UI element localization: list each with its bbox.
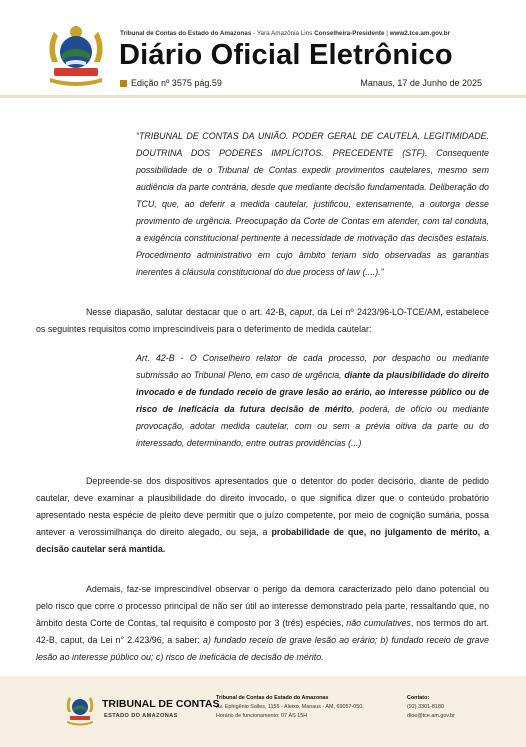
quoted-article-42b [136, 350, 489, 452]
footer-info-title: Tribunal de Contas do Estado do Amazonas [216, 695, 329, 701]
page-footer [0, 676, 526, 747]
paragraph-plausibility [36, 473, 489, 558]
page-title: Diário Oficial Eletrônico [119, 39, 453, 71]
tce-logo-icon [62, 692, 98, 728]
org-name: Tribunal de Contas do Estado do Amazonas [120, 30, 252, 37]
bullet-square-icon [120, 80, 127, 87]
paragraph-text-italic: não cumulatives [346, 618, 411, 628]
footer-address: Av. Ephigênio Salles, 1155 - Aleixo, Manaus - AM, 69057-050. [216, 704, 364, 710]
paragraph-text-bold: probabilidade de que, no julgamento de mérito, a decisão cautelar será mantida. [36, 527, 490, 554]
president-role: Conselheira-Presidente [314, 30, 385, 37]
paragraph-art-42b-intro [36, 304, 489, 338]
president-name: Yara Amazônia Lins [256, 30, 313, 37]
header-divider [0, 95, 526, 98]
website-link[interactable]: www2.tce.am.gov.br [389, 30, 451, 37]
paragraph-periculum [36, 581, 489, 666]
quote-text: , poderá, de ofício ou mediante provocação, adotar medida cautelar, com ou sem a prévia oitiva da parte ou do interessado, determinando, entre outras providências (...) [136, 404, 489, 448]
footer-contact-title: Contato: [407, 695, 430, 701]
quoted-jurisprudence: “TRIBUNAL DE CONTAS DA UNIÃO. PODER GERAL DE CAUTELA. LEGITIMIDADE. DOUTRINA DOS PODERES IMPLÍCITOS. PRECEDENTE (STF). Consequente possibilidade de o Tribunal de Contas expedir provimentos cautelares, mesmo sem audiência da parte contrária, desde que mediante decisão fundamentada. Deliberação do TCU, que, ao deferir a medida cautelar, justificou, extensamente, a outorga desse provimento de urgência. Preocupação da Corte de Contas em atender, com tal conduta, a exigência constitucional pertinente à necessidade de motivação das decisões estatais. Procedimento administrativo em cujo âmbito teriam sido observadas as garantias inerentes à cláusula constitucional do due process of law (....).” [136, 131, 489, 277]
footer-institution-info [216, 694, 364, 721]
footer-brand: TRIBUNAL DE CONTAS [102, 698, 220, 710]
quote-text: Art. 42-B - O Conselheiro relator de cada processo, por despacho ou mediante submissão ao Tribunal Pleno, em caso de urgência, [136, 353, 489, 380]
footer-email[interactable]: dioe@tce.am.gov.br [407, 713, 455, 719]
footer-contact [407, 694, 455, 721]
paragraph-text: Ademais, faz-se imprescindível observar o perigo da demora caracterizado pelo dano potencial ou pelo risco que corre o processo principal de não ser útil ao interesse demonstrado pela parte, ressaltando que, no âmbito desta Corte de Contas, tal requisito é composto por 3 (três) espécies, [36, 584, 489, 628]
footer-brand-subtitle: ESTADO DO AMAZONAS [104, 713, 178, 719]
paragraph-text: , nos termos do art. 42-B, caput, da Lei n° 2.423/96, a saber: [36, 618, 489, 645]
paragraph-text-italic: a) fundado receio de grave lesão ao erário; b) fundado receio de grave lesão ao interesse público ou; c) risco de ineficácia de decisão de mérito. [36, 635, 489, 662]
header-tagline [120, 30, 520, 37]
paragraph-text-italic: caput [289, 307, 312, 317]
edition-text: Edição nº 3575 pág.59 [131, 78, 222, 88]
org-separator: - [251, 30, 257, 37]
footer-phone[interactable]: (92) 3301-8180 [407, 704, 444, 710]
quote-text-bold: diante da plausibilidade do direito invocado e de fundado receio de grave lesão ao erário, ao interesse público ou de risco de ineficácia da futura decisão de mérito [136, 370, 490, 414]
publication-date: Manaus, 17 de Junho de 2025 [360, 78, 482, 88]
paragraph-text: Depreende-se dos dispositivos apresentados que o detentor do poder decisório, diante de pedido cautelar, deve examinar a plausibilidade do direito invocado, o que significa dizer que o conteúdo probatório apresentado nesta espécie de pleito deve permitir que o juízo competente, por meio de cognição sumária, possa antever a verossimilhança do direito alegado, ou seja, a [36, 476, 489, 537]
website-separator: | [384, 30, 390, 37]
amazonas-coat-of-arms-icon [40, 22, 112, 90]
page-header [0, 0, 526, 92]
edition-line [120, 78, 222, 88]
paragraph-text: Nesse diapasão, salutar destacar que o art. 42-B, [86, 307, 290, 317]
paragraph-text: , da Lei nº 2423/96-LO-TCE/AM, estabelece os seguintes requisitos como imprescindíveis para o deferimento de medida cautelar: [36, 307, 489, 334]
footer-hours: Horário de funcionamento: 07 ÀS 15H [216, 713, 308, 719]
